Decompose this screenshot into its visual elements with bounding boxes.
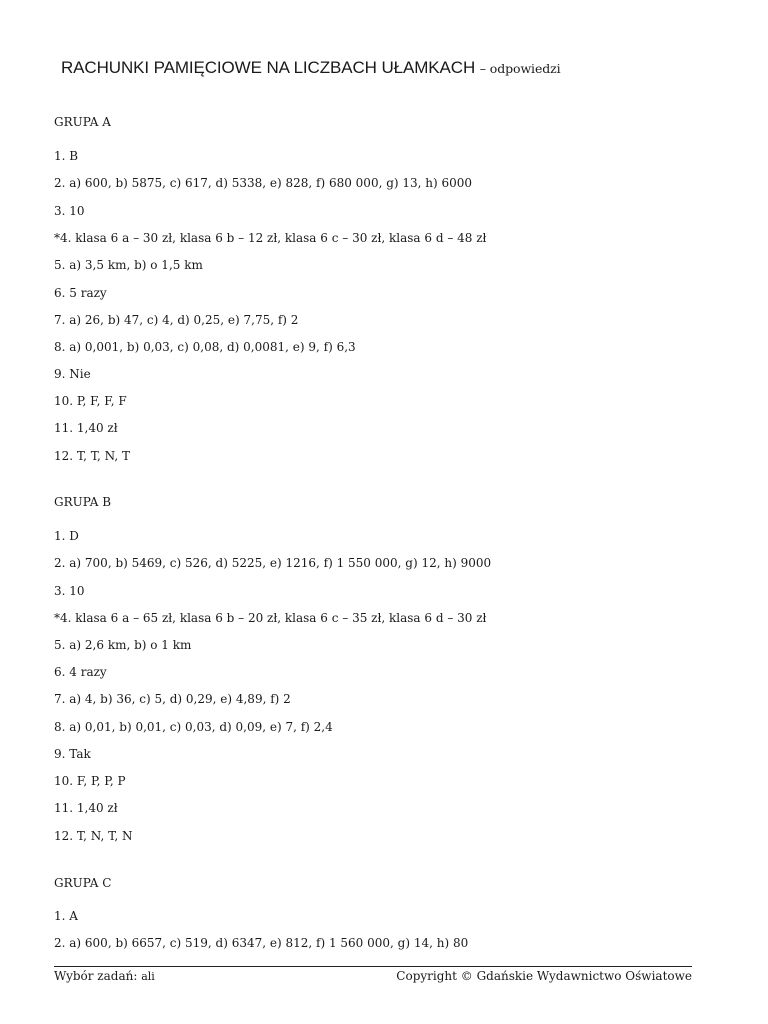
title-suffix: – odpowiedzi <box>479 61 561 76</box>
footer-label: Wybór zadań: <box>54 969 138 983</box>
answer-item: 1. B <box>54 149 79 163</box>
answer-item: 7. a) 26, b) 47, c) 4, d) 0,25, e) 7,75, f) 2 <box>54 313 299 327</box>
answer-item: 3. 10 <box>54 204 85 218</box>
answer-item: 7. a) 4, b) 36, c) 5, d) 0,29, e) 4,89, f) 2 <box>54 692 291 706</box>
answer-item: 2. a) 600, b) 6657, c) 519, d) 6347, e) 812, f) 1 560 000, g) 14, h) 80 <box>54 936 469 950</box>
answer-item: 9. Nie <box>54 367 91 381</box>
answer-item: 11. 1,40 zł <box>54 421 118 435</box>
group-heading: GRUPA B <box>54 495 112 509</box>
footer-credit <box>54 968 155 985</box>
answer-item: 9. Tak <box>54 747 91 761</box>
answer-item: *4. klasa 6 a – 65 zł, klasa 6 b – 20 zł, klasa 6 c – 35 zł, klasa 6 d – 30 zł <box>54 611 487 625</box>
answer-item: 5. a) 2,6 km, b) o 1 km <box>54 638 192 652</box>
footer-author: ali <box>141 970 155 983</box>
answer-item: 11. 1,40 zł <box>54 801 118 815</box>
answer-item: 10. F, P, P, P <box>54 774 126 788</box>
answer-item: 8. a) 0,001, b) 0,03, c) 0,08, d) 0,0081, e) 9, f) 6,3 <box>54 340 356 354</box>
answer-item: 10. P, F, F, F <box>54 394 127 408</box>
group-heading: GRUPA A <box>54 115 111 129</box>
footer-divider <box>54 966 692 967</box>
answer-item: 1. A <box>54 909 78 923</box>
footer-copyright: Copyright © Gdańskie Wydawnictwo Oświatowe <box>396 969 692 983</box>
answer-item: 5. a) 3,5 km, b) o 1,5 km <box>54 258 203 272</box>
group-heading: GRUPA C <box>54 876 112 890</box>
answer-item: 3. 10 <box>54 584 85 598</box>
answer-item: 1. D <box>54 529 79 543</box>
title-main: RACHUNKI PAMIĘCIOWE NA LICZBACH UŁAMKACH <box>61 58 476 77</box>
answer-item: 6. 5 razy <box>54 286 107 300</box>
page-title <box>61 58 561 78</box>
answer-item: 8. a) 0,01, b) 0,01, c) 0,03, d) 0,09, e) 7, f) 2,4 <box>54 720 333 734</box>
answer-item: 12. T, T, N, T <box>54 449 131 463</box>
answer-item: 2. a) 600, b) 5875, c) 617, d) 5338, e) 828, f) 680 000, g) 13, h) 6000 <box>54 176 473 190</box>
answer-item: 12. T, N, T, N <box>54 829 133 843</box>
answer-item: 2. a) 700, b) 5469, c) 526, d) 5225, e) 1216, f) 1 550 000, g) 12, h) 9000 <box>54 556 492 570</box>
answer-item: 6. 4 razy <box>54 665 107 679</box>
answer-item: *4. klasa 6 a – 30 zł, klasa 6 b – 12 zł, klasa 6 c – 30 zł, klasa 6 d – 48 zł <box>54 231 487 245</box>
